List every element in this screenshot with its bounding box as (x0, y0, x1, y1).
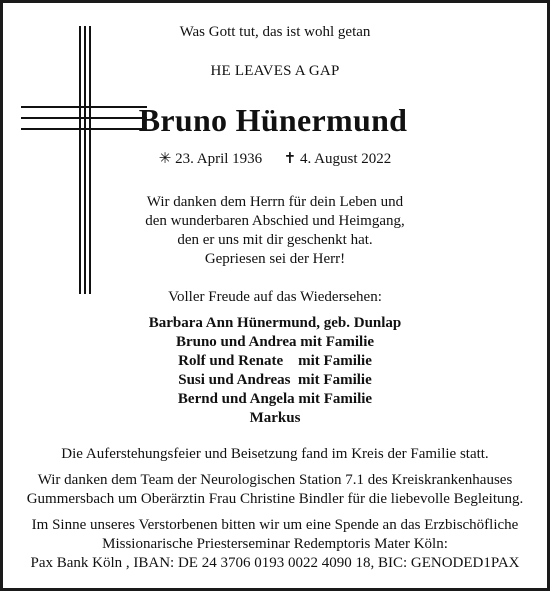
donation-request (3, 516, 547, 573)
family-member: Markus (249, 410, 301, 426)
family-member: Rolf und Renate mit Familie (178, 353, 372, 369)
life-dates (3, 149, 547, 168)
thanks-line: Wir danken dem Herrn für dein Leben und (146, 194, 404, 210)
team-line: Gummersbach um Oberärztin Frau Christine Bindler für die liebevolle Begleitung. (26, 491, 524, 507)
birth-date: 23. April 1936 (175, 151, 263, 167)
thanks-line: den wunderbaren Abschied und Heimgang, (145, 213, 405, 229)
family-member: Bruno und Andrea mit Familie (175, 334, 375, 350)
team-line: Wir danken dem Team der Neurologischen Station 7.1 des Kreiskrankenhauses (37, 472, 513, 488)
family-member: Susi und Andreas mit Familie (178, 372, 372, 388)
thanks-line: den er uns mit dir geschenkt hat. (177, 232, 373, 248)
motto: Was Gott tut, das ist wohl getan (179, 24, 371, 40)
reunion-line: Voller Freude auf das Wiedersehen: (168, 289, 382, 305)
family-list (3, 314, 547, 428)
thanks-line: Gepriesen sei der Herr! (204, 251, 346, 267)
star-icon: ✳ (158, 151, 172, 167)
subtitle: HE LEAVES A GAP (210, 63, 340, 79)
bank-details: Pax Bank Köln , IBAN: DE 24 3706 0193 0022 4090 18, BIC: GENODED1PAX (30, 555, 520, 571)
funeral-note (3, 445, 547, 464)
donation-line: Missionarische Priesterseminar Redemptoris Mater Köln: (102, 536, 448, 552)
funeral-line: Die Auferstehungsfeier und Beisetzung fand im Kreis der Familie statt. (61, 446, 489, 462)
death-date: 4. August 2022 (299, 151, 392, 167)
team-thanks (3, 471, 547, 509)
family-member: Bernd und Angela mit Familie (177, 391, 373, 407)
donation-line: Im Sinne unseres Verstorbenen bitten wir um eine Spende an das Erzbischöfliche (31, 517, 519, 533)
family-member: Barbara Ann Hünermund, geb. Dunlap (148, 315, 402, 331)
thanks-paragraph (3, 193, 547, 269)
deceased-name: Bruno Hünermund (138, 102, 408, 138)
cross-icon: ✝ (283, 151, 297, 167)
